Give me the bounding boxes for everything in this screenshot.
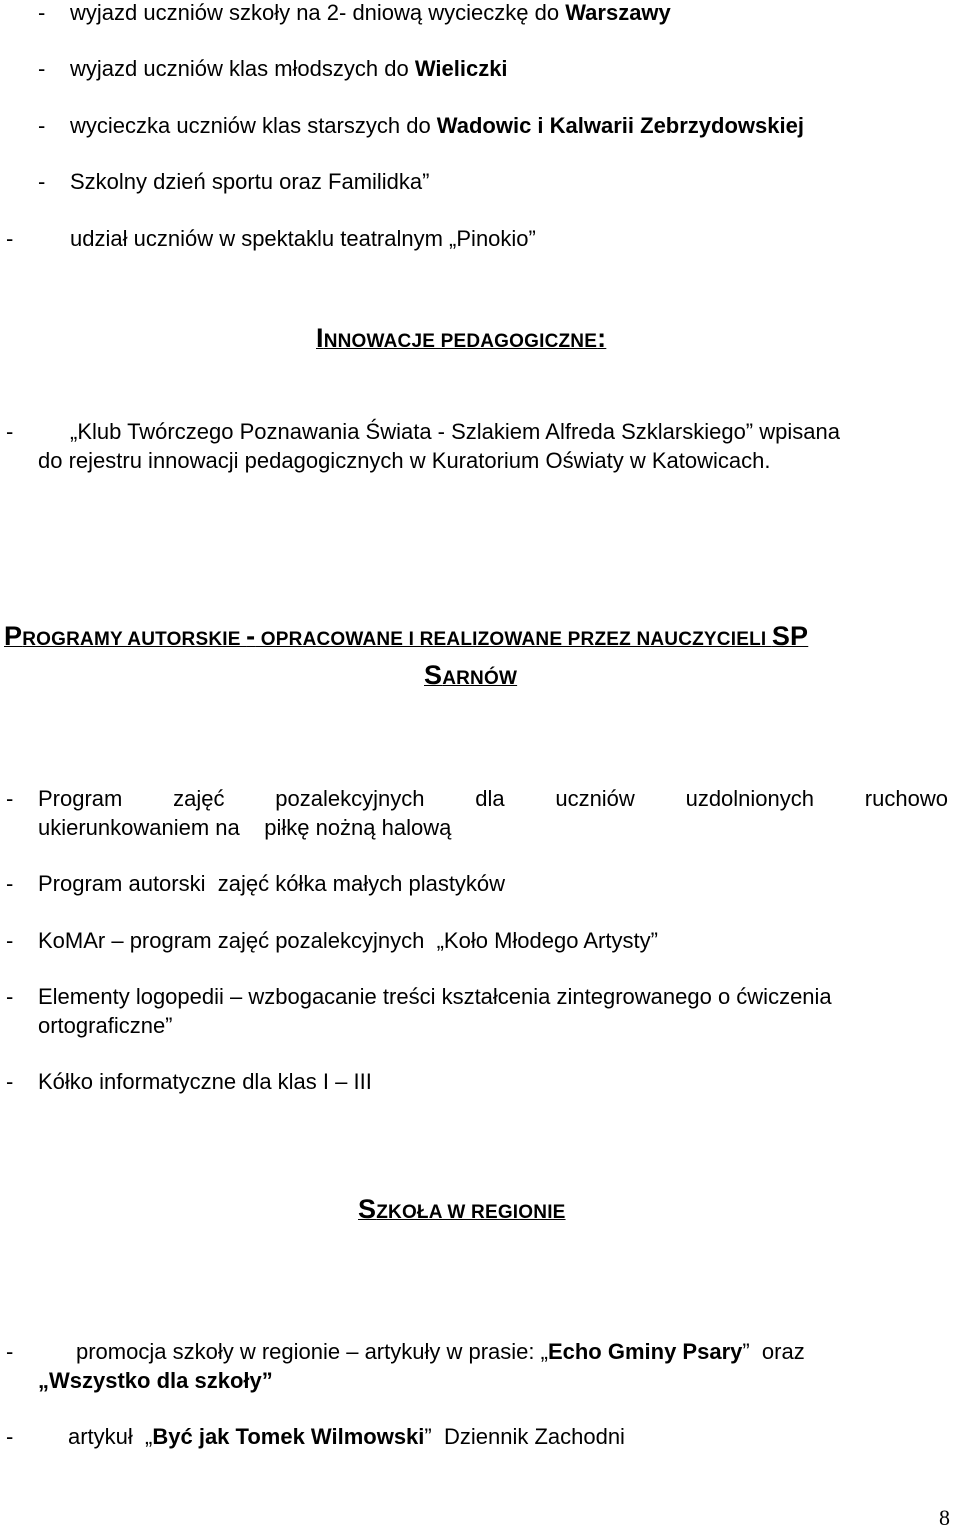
list-dash: - <box>38 0 46 25</box>
heading-sp: SP <box>771 621 809 651</box>
region-plain-text: ” Dziennik Zachodni <box>424 1424 625 1449</box>
heading-initial: S <box>424 660 443 690</box>
trip-bold-text: Warszawy <box>565 0 671 25</box>
trip-text: Szkolny dzień sportu oraz Familidka” <box>70 169 430 194</box>
trip-plain-text: wyjazd uczniów klas młodszych do <box>70 56 415 81</box>
region-plain-text: promocja szkoły w regionie – artykuły w prasie: „ <box>76 1339 548 1364</box>
trip-bold-text: Wadowic i Kalwarii Zebrzydowskiej <box>436 113 804 138</box>
list-dash: - <box>6 928 14 953</box>
programs-heading <box>4 621 808 652</box>
innovation-line-2: do rejestru innowacji pedagogicznych w Kuratorium Oświaty w Katowicach. <box>38 448 771 473</box>
trip-plain-text: wyjazd uczniów szkoły na 2- dniową wycieczkę do <box>70 0 566 25</box>
list-dash: - <box>6 1069 14 1094</box>
heading-colon: : <box>597 323 607 353</box>
trip-text <box>70 226 536 252</box>
heading-text: OPRACOWANE I REALIZOWANE PRZEZ NAUCZYCIELI <box>255 629 772 650</box>
page-number: 8 <box>939 1505 950 1530</box>
heading-text: ARNÓW <box>442 668 518 689</box>
region-heading <box>358 1194 566 1225</box>
list-dash: - <box>6 226 14 251</box>
innovation-line-1: „Klub Twórczego Poznawania Świata - Szlakiem Alfreda Szklarskiego” wpisana <box>70 419 840 444</box>
newspaper-title: Echo Gminy Psary <box>547 1339 743 1364</box>
program-line-2: ukierunkowaniem na piłkę nożną halową <box>38 815 452 840</box>
list-dash: - <box>6 1339 14 1364</box>
region-line-1 <box>76 1339 805 1365</box>
word: ruchowo <box>864 786 948 811</box>
heading-text: ROGRAMY AUTORSKIE <box>22 629 247 650</box>
programs-heading-line-2 <box>424 660 517 691</box>
innovations-heading <box>316 323 606 354</box>
trip-plain-text: udział uczniów w <box>70 226 242 251</box>
list-dash: - <box>38 56 46 81</box>
word: dla <box>475 786 505 811</box>
program-line-1: KoMAr – program zajęć pozalekcyjnych „Koło Młodego Artysty” <box>38 928 658 953</box>
region-line-1 <box>68 1424 625 1450</box>
program-line-1: Program autorski zajęć kółka małych plastyków <box>38 871 506 896</box>
heading-text: ZKOŁA W REGIONIE <box>376 1202 566 1223</box>
word: Program <box>38 786 123 811</box>
trip-bold-text: Wieliczki <box>414 56 508 81</box>
list-dash: - <box>6 419 14 444</box>
list-dash: - <box>6 984 14 1009</box>
word: zajęć <box>173 786 225 811</box>
article-title: Być jak Tomek Wilmowski <box>152 1424 425 1449</box>
trip-text <box>70 113 804 139</box>
program-line-1: Elementy logopedii – wzbogacanie treści kształcenia zintegrowanego o ćwiczenia <box>38 984 832 1009</box>
list-dash: - <box>38 113 46 138</box>
word: pozalekcyjnych <box>275 786 425 811</box>
trip-plain-text: wycieczka uczniów klas starszych do <box>70 113 437 138</box>
program-line-2: ortograficzne” <box>38 1013 173 1038</box>
word: uzdolnionych <box>685 786 815 811</box>
newspaper-title: „Wszystko dla szkoły” <box>38 1368 273 1393</box>
list-dash: - <box>6 1424 14 1449</box>
program-line-1: Kółko informatyczne dla klas I – III <box>38 1069 372 1094</box>
region-plain-text: artykuł „ <box>68 1424 153 1449</box>
heading-text: NNOWACJE PEDAGOGICZNE <box>323 331 598 352</box>
heading-dash: - <box>246 621 256 651</box>
trip-text <box>70 0 671 26</box>
trip-text <box>70 56 508 82</box>
word: uczniów <box>555 786 635 811</box>
program-line-1 <box>38 786 948 812</box>
heading-initial: I <box>316 323 324 353</box>
heading-initial: P <box>4 621 23 651</box>
list-dash: - <box>6 871 14 896</box>
heading-initial: S <box>358 1194 377 1224</box>
region-plain-text: ” oraz <box>742 1339 805 1364</box>
list-dash: - <box>6 786 14 811</box>
trip-highlight-text: spektaklu teatralnym „Pinokio” <box>241 226 536 251</box>
list-dash: - <box>38 169 46 194</box>
